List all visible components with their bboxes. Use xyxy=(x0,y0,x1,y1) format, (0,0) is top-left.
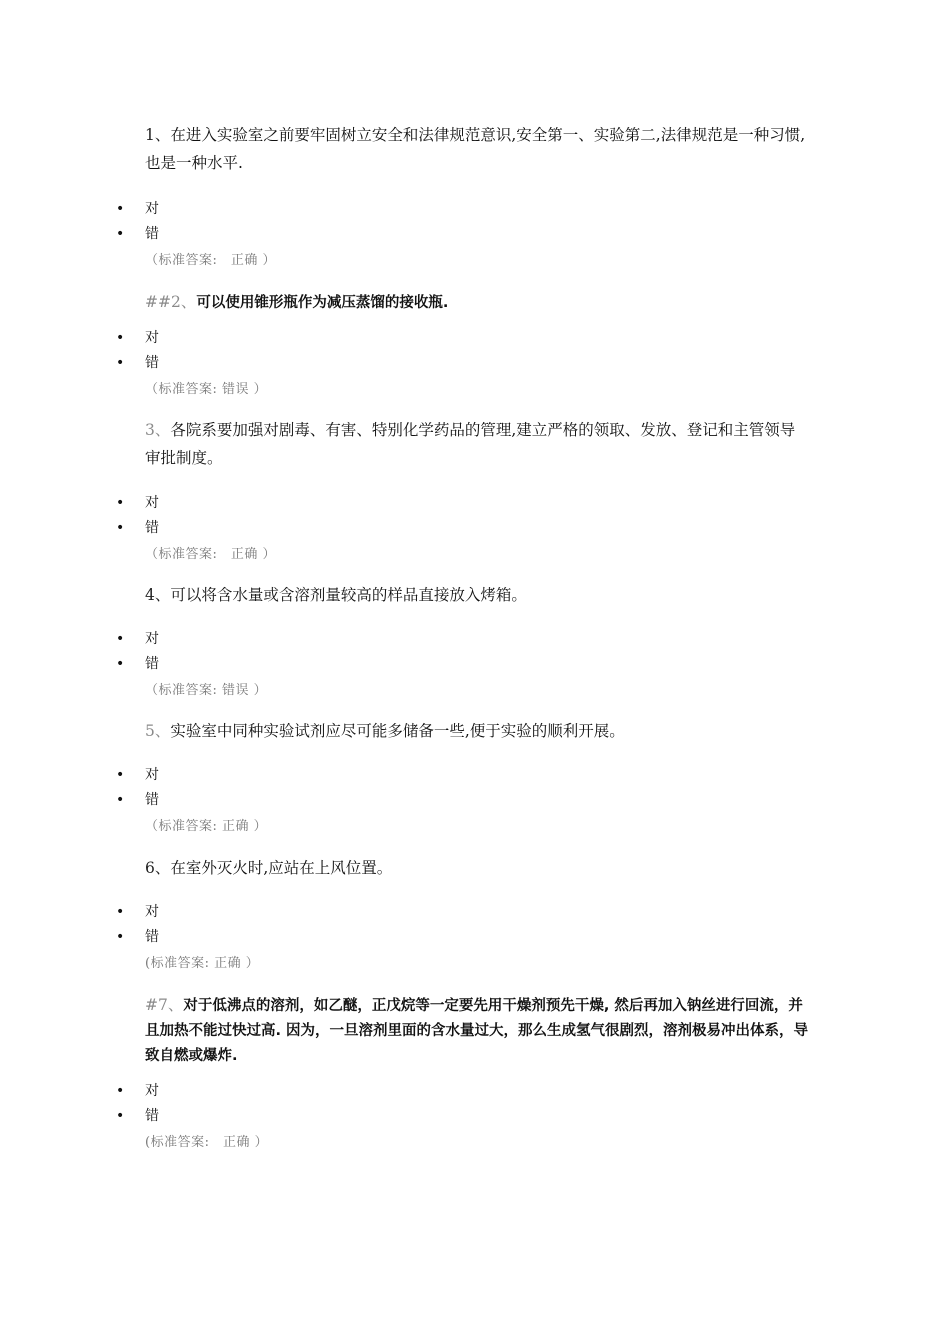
option-true[interactable] xyxy=(110,900,159,925)
option-label: 对 xyxy=(145,330,159,346)
standard-answer: (标准答案: 正确 ） xyxy=(145,956,260,971)
bullet-icon: • xyxy=(116,330,125,346)
option-false[interactable] xyxy=(110,1104,159,1129)
option-label: 对 xyxy=(145,631,159,647)
question-6 xyxy=(145,854,810,882)
standard-answer: （标准答案: 正确 ） xyxy=(145,819,268,834)
question-1 xyxy=(145,121,810,177)
option-label: 错 xyxy=(145,226,159,242)
standard-answer: (标准答案: 正确 ） xyxy=(145,1135,269,1150)
question-text: 在进入实验室之前要牢固树立安全和法律规范意识,安全第一、实验第二,法律规范是一种习惯,也是一种水平. xyxy=(145,126,806,172)
options-list xyxy=(110,1079,159,1129)
option-true[interactable] xyxy=(110,326,159,351)
option-label: 对 xyxy=(145,495,159,511)
option-label: 对 xyxy=(145,904,159,920)
question-text: 实验室中同种实验试剂应尽可能多储备一些,便于实验的顺利开展。 xyxy=(170,722,625,740)
options-list xyxy=(110,627,159,677)
option-label: 错 xyxy=(145,656,159,672)
question-text: 可以将含水量或含溶剂量较高的样品直接放入烤箱。 xyxy=(170,586,527,604)
option-false[interactable] xyxy=(110,925,159,950)
question-7 xyxy=(145,993,810,1068)
option-true[interactable] xyxy=(110,197,159,222)
option-label: 对 xyxy=(145,767,159,783)
bullet-icon: • xyxy=(116,656,125,672)
question-number: 1、 xyxy=(145,126,171,144)
question-number: 6、 xyxy=(145,859,171,877)
option-true[interactable] xyxy=(110,1079,159,1104)
question-text: 对于低沸点的溶剂，如乙醚，正戊烷等一定要先用干燥剂预先干燥, 然后再加入钠丝进行回流，并且加热不能过快过高. 因为，一旦溶剂里面的含水量过大，那么生成氢气很剧烈，溶剂极易冲出体系，导致自燃或爆炸. xyxy=(145,998,809,1064)
option-false[interactable] xyxy=(110,652,159,677)
options-list xyxy=(110,197,159,247)
bullet-icon: • xyxy=(116,520,125,536)
bullet-icon: • xyxy=(116,226,125,242)
question-4 xyxy=(145,581,810,609)
bullet-icon: • xyxy=(116,631,125,647)
options-list xyxy=(110,900,159,950)
option-true[interactable] xyxy=(110,627,159,652)
bullet-icon: • xyxy=(116,929,125,945)
option-label: 错 xyxy=(145,1108,159,1124)
option-label: 错 xyxy=(145,792,159,808)
standard-answer: （标准答案: 错误 ） xyxy=(145,382,268,397)
bullet-icon: • xyxy=(116,1108,125,1124)
option-false[interactable] xyxy=(110,351,159,376)
options-list xyxy=(110,326,159,376)
question-number: #7、 xyxy=(145,996,184,1014)
question-number: 5、 xyxy=(145,722,171,740)
question-text: 可以使用锥形瓶作为减压蒸馏的接收瓶. xyxy=(196,295,449,311)
question-number: ##2、 xyxy=(145,293,197,311)
bullet-icon: • xyxy=(116,201,125,217)
question-number: 3、 xyxy=(145,421,171,439)
bullet-icon: • xyxy=(116,767,125,783)
option-label: 对 xyxy=(145,201,159,217)
standard-answer: （标准答案: 正确 ） xyxy=(145,547,277,562)
bullet-icon: • xyxy=(116,1083,125,1099)
standard-answer: （标准答案: 错误 ） xyxy=(145,683,268,698)
options-list xyxy=(110,491,159,541)
option-label: 错 xyxy=(145,520,159,536)
question-number: 4、 xyxy=(145,586,171,604)
option-false[interactable] xyxy=(110,516,159,541)
option-label: 对 xyxy=(145,1083,159,1099)
question-text: 各院系要加强对剧毒、有害、特别化学药品的管理,建立严格的领取、发放、登记和主管领导审批制度。 xyxy=(145,421,796,467)
bullet-icon: • xyxy=(116,495,125,511)
question-3 xyxy=(145,416,810,472)
option-label: 错 xyxy=(145,929,159,945)
bullet-icon: • xyxy=(116,904,125,920)
option-label: 错 xyxy=(145,355,159,371)
options-list xyxy=(110,763,159,813)
option-false[interactable] xyxy=(110,222,159,247)
standard-answer: （标准答案: 正确 ） xyxy=(145,253,277,268)
bullet-icon: • xyxy=(116,355,125,371)
question-5 xyxy=(145,717,810,745)
question-text: 在室外灭火时,应站在上风位置。 xyxy=(170,859,393,877)
question-2 xyxy=(145,290,810,315)
option-true[interactable] xyxy=(110,491,159,516)
option-true[interactable] xyxy=(110,763,159,788)
bullet-icon: • xyxy=(116,792,125,808)
option-false[interactable] xyxy=(110,788,159,813)
